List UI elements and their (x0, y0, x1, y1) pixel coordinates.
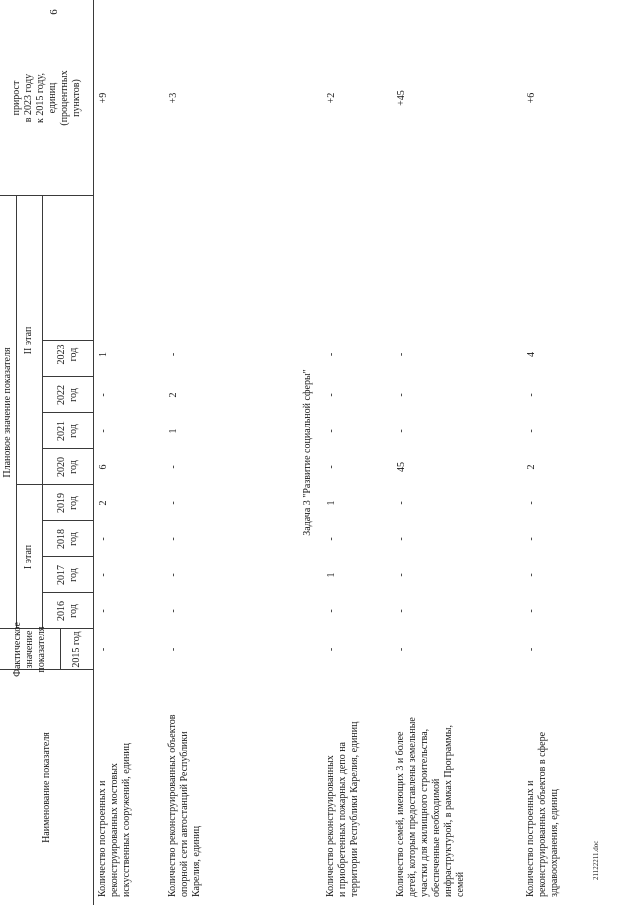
value-cell: - (168, 465, 179, 469)
year-number: 2020 (55, 457, 67, 477)
year-number: 2023 (55, 344, 67, 365)
value-cell: - (526, 573, 537, 577)
header-stage1: I этап (23, 544, 34, 570)
header-growth-line: единиц (46, 82, 58, 114)
year-word: год (67, 496, 79, 510)
year-header (42, 413, 93, 449)
row-name-line: Количество реконструированных объектов (167, 714, 178, 897)
value-cell: - (526, 429, 537, 433)
value-cell: - (396, 647, 407, 652)
year-word: год (67, 424, 79, 438)
value-cell: - (326, 352, 337, 357)
header-growth-line: прирост (10, 80, 22, 116)
year-header (42, 521, 93, 557)
growth-cell: +2 (326, 92, 337, 104)
value-cell: - (396, 393, 407, 397)
value-cell: 1 (326, 500, 337, 506)
value-cell: - (396, 609, 407, 613)
growth-cell: +9 (98, 92, 109, 104)
header-actual-line: показателя (36, 626, 47, 673)
row-name (167, 672, 225, 897)
row-name-line: Количество построенных и (97, 780, 108, 897)
header-actual-line: Фактическое (12, 622, 23, 677)
value-cell: - (168, 573, 179, 577)
row-name (525, 672, 591, 897)
value-cell: 1 (98, 352, 109, 357)
year-header: 2015 год (70, 631, 82, 668)
row-name-line: здравоохранения, единиц (549, 788, 560, 897)
footer-code: 21122211.doc (592, 840, 600, 880)
year-word: год (67, 347, 79, 362)
row-name (325, 672, 391, 897)
value-cell: - (326, 429, 337, 433)
value-cell: 2 (526, 464, 537, 470)
row-name (395, 672, 521, 897)
value-cell: - (326, 609, 337, 613)
value-cell: - (396, 573, 407, 577)
row-name-line: обеспеченные необходимой (431, 778, 442, 897)
year-header (42, 377, 93, 413)
value-cell: - (98, 647, 109, 652)
value-cell: - (396, 501, 407, 505)
year-word: год (67, 568, 79, 582)
value-cell: 4 (526, 352, 537, 357)
row-name-line: Количество реконструированных (325, 755, 336, 897)
header-actual (0, 622, 60, 677)
growth-cell: +45 (396, 90, 407, 106)
value-cell: 45 (396, 462, 407, 472)
header-growth-line: в 2023 году (22, 73, 34, 123)
year-word: год (67, 604, 79, 618)
value-cell: - (98, 429, 109, 433)
row-name-line: и приобретенных пожарных депо на (337, 742, 348, 897)
header-actual-line: значение (24, 630, 35, 669)
year-header (42, 593, 93, 629)
value-cell: - (168, 537, 179, 541)
year-number: 2017 (55, 565, 67, 585)
row-name-line: территории Республики Карелия, единиц (349, 721, 360, 897)
value-cell: - (326, 537, 337, 541)
value-cell: - (326, 647, 337, 652)
value-cell: - (396, 352, 407, 357)
value-cell: - (168, 352, 179, 357)
value-cell: 2 (168, 392, 179, 398)
task3-title: Задача 3 "Развитие социальной сферы" (302, 369, 313, 536)
year-header (42, 485, 93, 521)
header-growth-line: пунктов) (70, 79, 82, 117)
value-cell: - (98, 537, 109, 541)
value-cell: - (326, 465, 337, 469)
value-cell: 1 (326, 572, 337, 578)
value-cell: - (168, 647, 179, 652)
value-cell: - (526, 609, 537, 613)
header-planned: Плановое значение показателя (2, 347, 13, 478)
value-cell: - (168, 501, 179, 505)
header-stage2: II этап (23, 326, 34, 355)
header-name: Наименование показателя (40, 732, 52, 843)
row-name-line: Карелия, единиц (191, 825, 202, 897)
value-cell: - (326, 393, 337, 397)
value-cell: 6 (98, 464, 109, 470)
value-cell: 1 (168, 428, 179, 434)
header-growth-line: (процентных (58, 70, 70, 126)
row-name-line: детей, которым предоставлены земельные (407, 717, 418, 897)
value-cell: - (526, 647, 537, 652)
value-cell: - (168, 609, 179, 613)
row-name-line: участки для жилищного строительства, (419, 728, 430, 897)
row-name-line: опорной сети автостанций Республики (179, 731, 190, 897)
row-name-line: реконструированных мостовых (109, 763, 120, 897)
year-word: год (67, 460, 79, 474)
growth-cell: +6 (526, 92, 537, 104)
year-number: 2018 (55, 529, 67, 549)
year-word: год (67, 532, 79, 546)
row-name (97, 672, 163, 897)
value-cell: - (526, 501, 537, 505)
year-number: 2019 (55, 493, 67, 513)
year-number: 2021 (55, 421, 67, 441)
header-growth (0, 0, 93, 196)
value-cell: - (396, 537, 407, 541)
header-growth-line: к 2015 году, (34, 73, 46, 124)
growth-cell: +3 (168, 92, 179, 104)
year-header (42, 332, 93, 377)
page-number: 6 (48, 9, 60, 15)
value-cell: - (98, 573, 109, 577)
row-name-line: реконструированных объектов в сфере (537, 731, 548, 897)
row-name-line: инфраструктурой, в рамках Программы, (443, 724, 454, 897)
value-cell: 2 (98, 500, 109, 506)
row-name-line: семей (455, 871, 466, 897)
value-cell: - (98, 393, 109, 397)
value-cell: - (98, 609, 109, 613)
row-name-line: Количество семей, имеющих 3 и более (395, 731, 406, 897)
year-word: год (67, 388, 79, 402)
value-cell: - (526, 537, 537, 541)
row-name-line: искусственных сооружений, единиц (121, 742, 132, 897)
year-number: 2022 (55, 385, 67, 405)
value-cell: - (526, 393, 537, 397)
year-number: 2016 (55, 601, 67, 621)
value-cell: - (396, 429, 407, 433)
row-name-line: Количество построенных и (525, 780, 536, 897)
year-header (42, 557, 93, 593)
year-header (42, 449, 93, 485)
